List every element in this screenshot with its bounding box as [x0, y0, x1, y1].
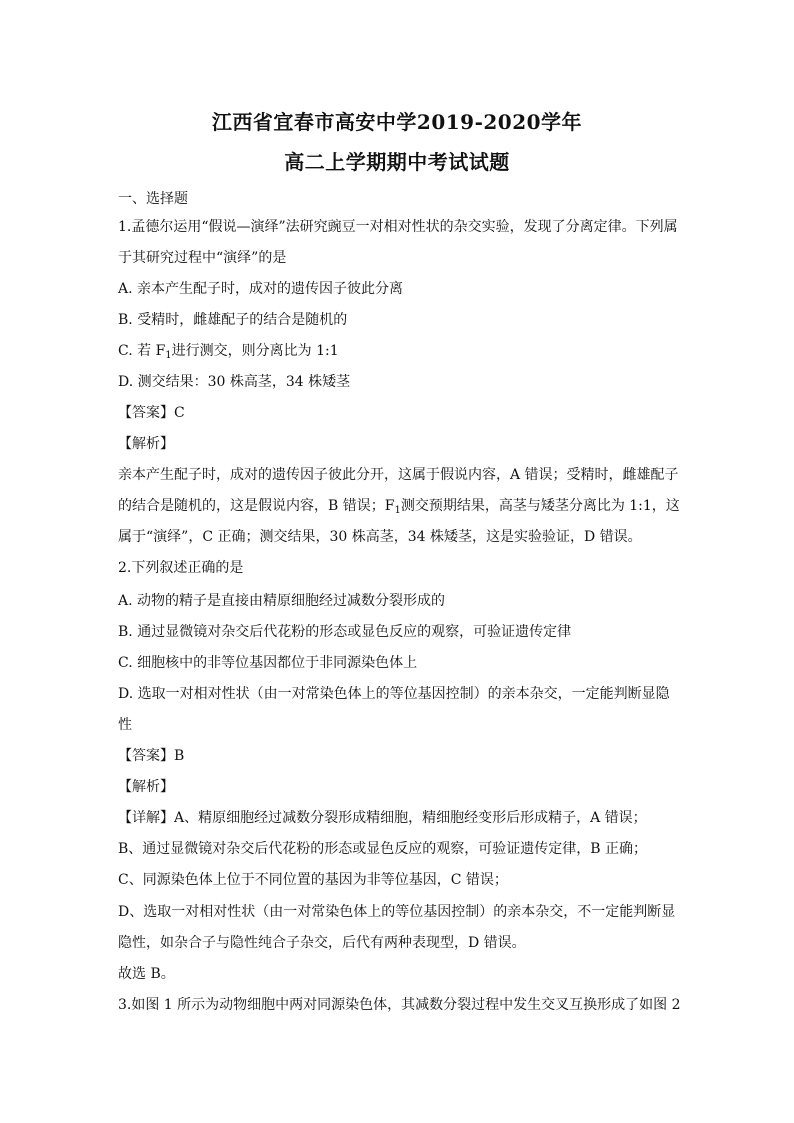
q1-option-b: B. 受精时，雌雄配子的结合是随机的 [118, 312, 348, 328]
q1-option-c: C. 若 $F_1$进行测交，则分离比为 1:1 [118, 343, 339, 361]
q2-option-c: C. 细胞核中的非等位基因都位于非同源染色体上 [118, 655, 418, 671]
q2-option-d-line-1: D. 选取一对相对性状（由一对常染色体上的等位基因控制）的亲本杂交，一定能判断显隐 [118, 686, 670, 702]
q1-option-a: A. 亲本产生配子时，成对的遗传因子彼此分离 [118, 281, 404, 297]
q1-analysis-label: 【解析】 [118, 436, 174, 452]
q1-stem-line-2: 于其研究过程中“演绎”的是 [118, 250, 287, 266]
q2-option-a: A. 动物的精子是直接由精原细胞经过减数分裂形成的 [118, 593, 446, 609]
q3-stem: 3.如图 1 所示为动物细胞中两对同源染色体，其减数分裂过程中发生交叉互换形成了如图 2 [118, 997, 681, 1013]
q2-detail-line-5: 隐性，如杂合子与隐性纯合子杂交，后代有两种表现型，D 错误。 [118, 935, 526, 951]
q1-answer: 【答案】C [118, 405, 185, 421]
q1-option-d: D. 测交结果：30 株高茎，34 株矮茎 [118, 374, 351, 390]
q2-detail-line-1: 【详解】A、精原细胞经过减数分裂形成精细胞，精细胞经变形后形成精子，A 错误； [118, 810, 647, 826]
title-line-2: 高二上学期期中考试试题 [284, 150, 510, 174]
section-heading: 一、选择题 [118, 191, 188, 207]
q2-stem: 2.下列叙述正确的是 [118, 560, 244, 576]
q2-detail-line-4: D、选取一对相对性状（由一对常染色体上的等位基因控制）的亲本杂交，不一定能判断显 [118, 904, 676, 920]
q2-option-d-line-2: 性 [118, 717, 132, 733]
q1-stem-line-1: 1.孟德尔运用“假说—演绎”法研究豌豆一对相对性状的杂交实验，发现了分离定律。下列属 [118, 219, 678, 235]
q2-analysis-label: 【解析】 [118, 779, 174, 795]
q1-analysis-line-2: 的结合是随机的，这是假说内容，B 错误；$F_1$测交预期结果，高茎与矮茎分离比为 1:1，这 [118, 498, 680, 516]
q1-analysis-line-3: 属于“演绎”，C 正确；测交结果，30 株高茎，34 株矮茎，这是实验验证，D 错误。 [118, 529, 642, 545]
q1-analysis-line-1: 亲本产生配子时，成对的遗传因子彼此分开，这属于假说内容，A 错误；受精时，雌雄配子 [118, 467, 679, 483]
q2-option-b: B. 通过显微镜对杂交后代花粉的形态或显色反应的观察，可验证遗传定律 [118, 624, 572, 640]
q2-conclusion: 故选 B。 [118, 966, 175, 982]
title-line-1: 江西省宜春市高安中学2019-2020学年 [211, 110, 583, 134]
q2-answer: 【答案】B [118, 748, 185, 764]
q2-detail-line-2: B、通过显微镜对杂交后代花粉的形态或显色反应的观察，可验证遗传定律，B 正确； [118, 841, 648, 857]
q2-detail-line-3: C、同源染色体上位于不同位置的基因为非等位基因，C 错误； [118, 872, 508, 888]
